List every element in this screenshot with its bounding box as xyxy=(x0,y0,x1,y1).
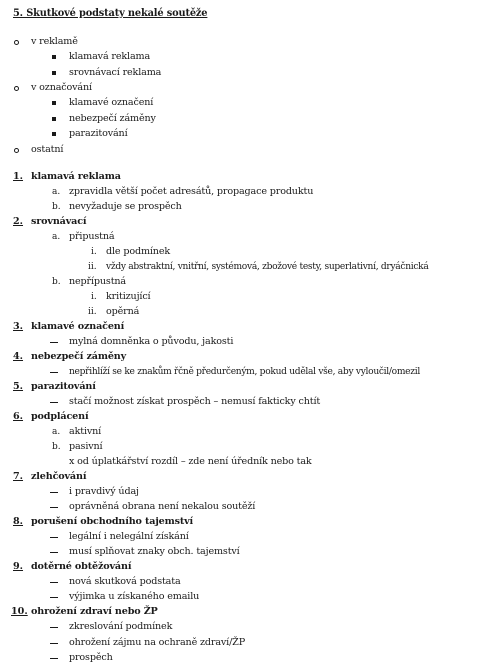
section-title: nebezpečí záměny xyxy=(31,351,127,362)
list-item: vždy abstraktní, vnitřní, systémová, zbožové testy, superlativní, dryáčnická xyxy=(106,262,429,272)
list-item: legální i nelegální získání xyxy=(69,531,189,542)
bullet-circle-icon xyxy=(14,148,19,153)
dash-bullet-icon xyxy=(50,552,58,553)
section-title: klamavá reklama xyxy=(31,171,121,182)
group-label: ostatní xyxy=(31,144,64,155)
list-item: oprávněná obrana není nekalou soutěží xyxy=(69,501,256,512)
section-title: klamavé označení xyxy=(31,321,125,332)
list-item: dle podmínek xyxy=(106,246,171,257)
list-marker: ii. xyxy=(88,262,97,272)
page-title: 5. Skutkové podstaty nekalé soutěže xyxy=(13,8,208,19)
section-number: 1. xyxy=(13,171,24,182)
dash-bullet-icon xyxy=(50,537,58,538)
list-item: musí splňovat znaky obch. tajemství xyxy=(69,546,240,557)
list-item: zpravidla větší počet adresátů, propagace produktu xyxy=(69,186,314,197)
dash-bullet-icon xyxy=(50,582,58,583)
section-title: porušení obchodního tajemství xyxy=(31,516,194,527)
list-marker: b. xyxy=(52,202,61,212)
list-item: zkreslování podmínek xyxy=(69,621,173,632)
group-label: v reklamě xyxy=(31,36,78,47)
section-number: 10. xyxy=(11,606,28,617)
section-number: 4. xyxy=(13,351,24,362)
group-label: v označování xyxy=(31,82,92,93)
dash-bullet-icon xyxy=(50,342,58,343)
section-title: zlehčování xyxy=(31,471,87,482)
section-number: 5. xyxy=(13,381,24,392)
section-title: srovnávací xyxy=(31,216,87,227)
bullet-square-icon xyxy=(52,55,56,59)
list-marker: b. xyxy=(52,442,61,452)
bullet-square-icon xyxy=(52,71,56,75)
section-title: ohrožení zdraví nebo ŽP xyxy=(31,606,158,617)
list-item: x od úplatkářství rozdíl – zde není úředník nebo tak xyxy=(69,456,312,467)
list-item: ohrožení zájmu na ochraně zdraví/ŽP xyxy=(69,637,246,648)
section-title: dotěrné obtěžování xyxy=(31,561,132,572)
dash-bullet-icon xyxy=(50,492,58,493)
list-item: aktivní xyxy=(69,426,102,437)
dash-bullet-icon xyxy=(50,658,58,659)
list-marker: a. xyxy=(52,232,61,242)
list-marker: a. xyxy=(52,427,61,437)
bullet-square-icon xyxy=(52,117,56,121)
section-number: 8. xyxy=(13,516,24,527)
bullet-circle-icon xyxy=(14,40,19,45)
list-item: nová skutková podstata xyxy=(69,576,181,587)
list-item: klamavé označení xyxy=(69,97,154,108)
dash-bullet-icon xyxy=(50,507,58,508)
list-marker: a. xyxy=(52,187,61,197)
list-marker: i. xyxy=(91,292,97,302)
list-item: nebezpečí záměny xyxy=(69,113,156,124)
dash-bullet-icon xyxy=(50,643,58,644)
list-item: i pravdivý údaj xyxy=(69,486,139,497)
list-item: parazitování xyxy=(69,128,128,139)
bullet-square-icon xyxy=(52,101,56,105)
list-marker: ii. xyxy=(88,307,97,317)
section-number: 9. xyxy=(13,561,24,572)
section-number: 6. xyxy=(13,411,24,422)
dash-bullet-icon xyxy=(50,627,58,628)
section-title: parazitování xyxy=(31,381,96,392)
list-item: připustná xyxy=(69,231,115,242)
list-item: nevyžaduje se prospěch xyxy=(69,201,182,212)
section-number: 3. xyxy=(13,321,24,332)
list-item: nepřihlíží se ke znakům řčně předurčeným, pokud udělal vše, aby vyloučil/omezil xyxy=(69,367,420,377)
dash-bullet-icon xyxy=(50,372,58,373)
bullet-circle-icon xyxy=(14,86,19,91)
list-item: nepřípustná xyxy=(69,276,126,287)
list-item: stačí možnost získat prospěch – nemusí fakticky chtít xyxy=(69,396,321,407)
list-item: opěrná xyxy=(106,306,140,317)
list-marker: i. xyxy=(91,247,97,257)
list-item: srovnávací reklama xyxy=(69,67,162,78)
list-item: prospěch xyxy=(69,652,113,663)
list-item: kritizující xyxy=(106,291,151,302)
bullet-square-icon xyxy=(52,132,56,136)
section-number: 7. xyxy=(13,471,24,482)
dash-bullet-icon xyxy=(50,402,58,403)
list-item: pasivní xyxy=(69,441,103,452)
section-number: 2. xyxy=(13,216,24,227)
list-item: mylná domněnka o původu, jakosti xyxy=(69,336,234,347)
section-title: podplácení xyxy=(31,411,89,422)
dash-bullet-icon xyxy=(50,597,58,598)
list-marker: b. xyxy=(52,277,61,287)
list-item: klamavá reklama xyxy=(69,51,151,62)
list-item: výjimka u získaného emailu xyxy=(69,591,200,602)
